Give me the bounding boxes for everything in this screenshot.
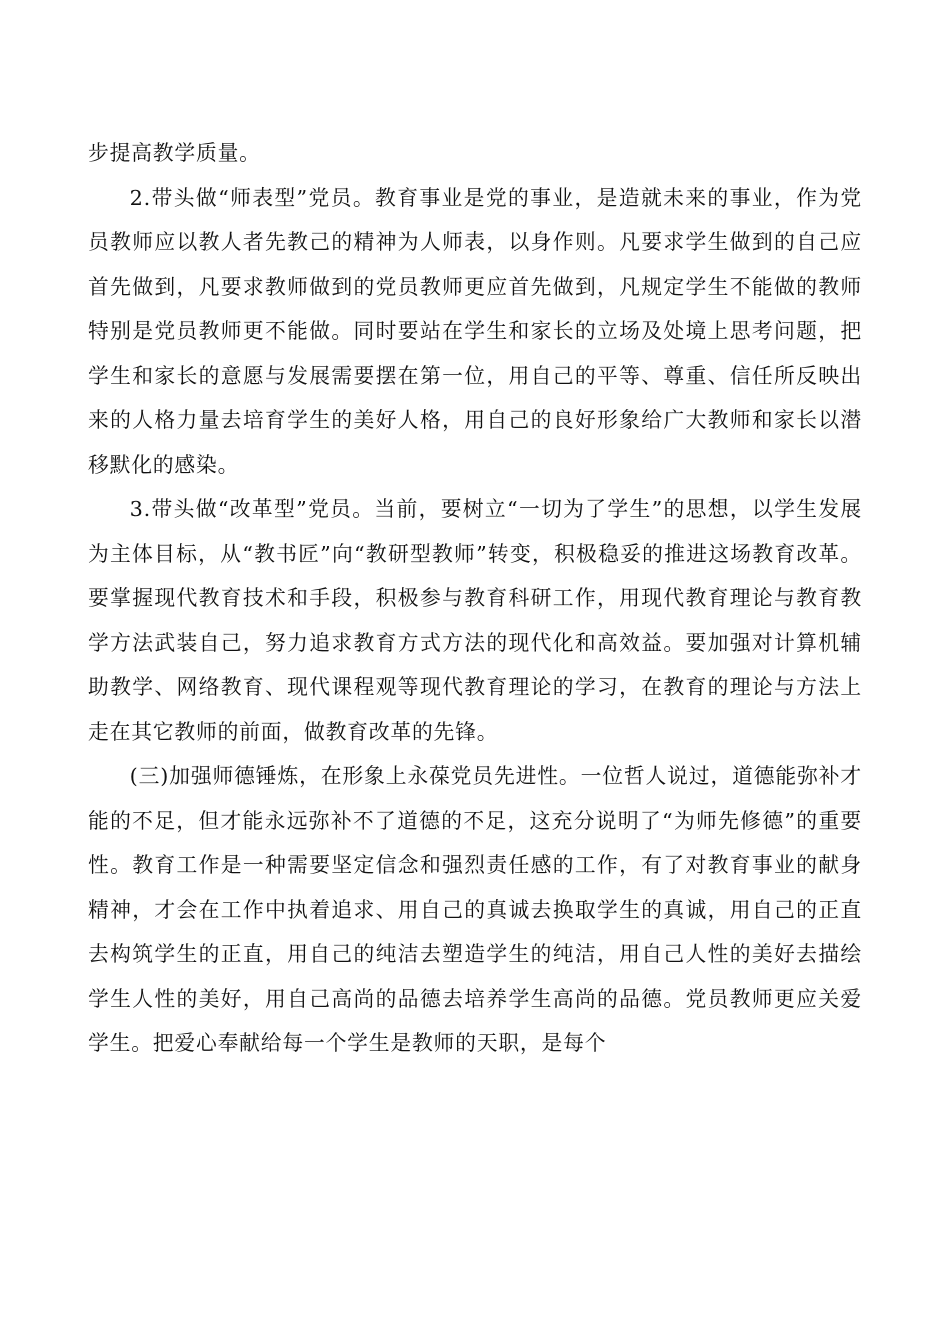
paragraph-reform-party-member: 3.带头做“改革型”党员。当前，要树立“一切为了学生”的思想，以学生发展为主体目标，从“教书匠”向“教研型教师”转变，积极稳妥的推进这场教育改革。要掌握现代教育技术和手段，积极参与教育科研工作，用现代教育理论与教育教学方法武装自己，努力追求教育方式方法的现代化和高效益。要加强对计算机辅助教学、网络教育、现代课程观等现代教育理论的学习，在教育的理论与方法上走在其它教师的前面，做教育改革的先锋。 (88, 497, 862, 744)
paragraph-teacher-ethics: (三)加强师德锤炼，在形象上永葆党员先进性。一位哲人说过，道德能弥补才能的不足，但才能永远弥补不了道德的不足，这充分说明了“为师先修德”的重要性。教育工作是一种需要坚定信念和强烈责任感的工作，有了对教育事业的献身精神，才会在工作中执着追求、用自己的真诚去换取学生的真诚，用自己的正直去构筑学生的正直，用自己的纯洁去塑造学生的纯洁，用自己人性的美好去描绘学生人性的美好，用自己高尚的品德去培养学生高尚的品德。党员教师更应关爱学生。把爱心奉献给每一个学生是教师的天职，是每个 (88, 764, 862, 1055)
document-body (88, 131, 862, 1066)
paragraph-teacher-model-party-member: 2.带头做“师表型”党员。教育事业是党的事业，是造就未来的事业，作为党员教师应以教人者先教己的精神为人师表，以身作则。凡要求学生做到的自己应首先做到，凡要求教师做到的党员教师更应首先做到，凡规定学生不能做的教师特别是党员教师更不能做。同时要站在学生和家长的立场及处境上思考问题，把学生和家长的意愿与发展需要摆在第一位，用自己的平等、尊重、信任所反映出来的人格力量去培育学生的美好人格，用自己的良好形象给广大教师和家长以潜移默化的感染。 (88, 185, 862, 477)
paragraph-continuation: 步提高教学质量。 (88, 141, 261, 165)
